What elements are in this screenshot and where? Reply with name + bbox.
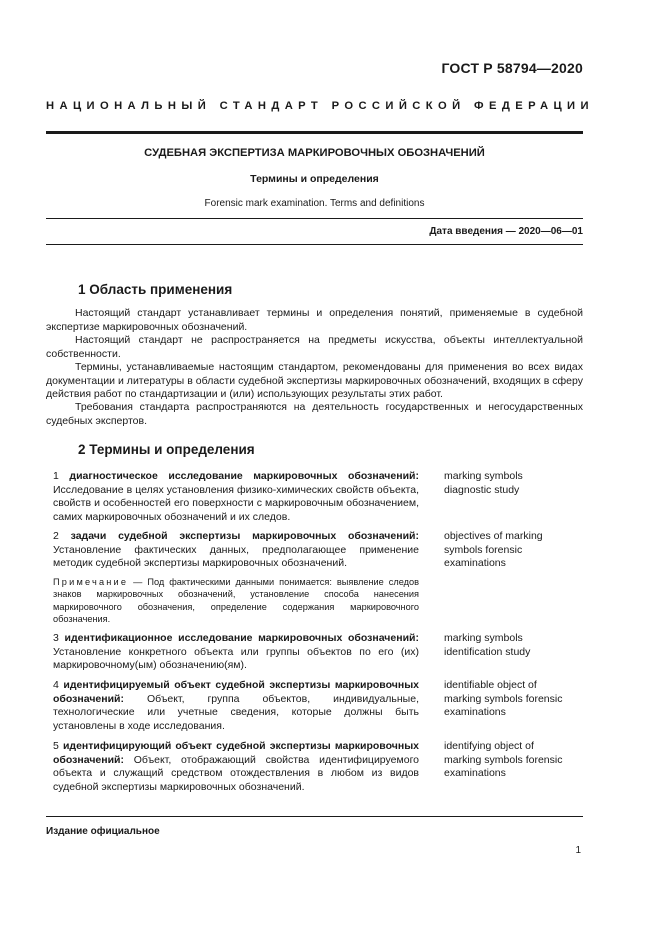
title-rule: [46, 218, 583, 219]
section-1-paragraph: Требования стандарта распространяются на деятельность государственных и негосударственных судебных экспертов.: [46, 401, 583, 427]
term-english-equivalent: identifying object of marking symbols forensic examinations: [444, 740, 563, 779]
term-number: 1: [53, 470, 59, 482]
term-definition: Объект, группа объектов, индивидуальные, технологические или учетные сведения, которые должны быть установлены в ходе исследования.: [53, 692, 419, 732]
term-entry: [53, 530, 419, 571]
standard-subtitle: Термины и определения: [250, 173, 379, 185]
term-name: диагностическое исследование маркировочных обозначений:: [69, 470, 419, 482]
term-number: 3: [53, 632, 59, 644]
term-number: 2: [53, 530, 59, 542]
term-definition: Объект, отображающий свойства идентифицируемого объекта и служащий средством отождествления в любом из видов судебной экспертизы маркировочных обозначений.: [53, 753, 420, 793]
term-english-equivalent: objectives of marking symbols forensic examinations: [444, 530, 543, 569]
term-name: задачи судебной экспертизы маркировочных обозначений:: [70, 530, 419, 542]
term-name: идентифицируемый объект судебной экспертизы маркировочных обозначений:: [53, 679, 419, 705]
term-note: [53, 576, 419, 625]
page-number: 1: [575, 845, 581, 856]
term-english-equivalent: identifiable object of marking symbols forensic examinations: [444, 679, 563, 718]
term-number: 4: [53, 679, 59, 691]
national-standard-heading: НАЦИОНАЛЬНЫЙ СТАНДАРТ РОССИЙСКОЙ ФЕДЕРАЦИИ: [46, 100, 594, 112]
term-definition: Установление фактических данных, предполагающее применение методик судебной экспертизы маркировочных обозначений.: [53, 543, 419, 569]
date-rule: [46, 244, 583, 245]
term-english-equivalent: marking symbols identification study: [444, 632, 531, 658]
term-entry: [53, 679, 419, 733]
section-1-heading: 1 Область применения: [78, 282, 233, 297]
section-2-heading: 2 Термины и определения: [78, 442, 255, 457]
section-1-paragraph: Настоящий стандарт устанавливает термины и определения понятий, применяемые в судебной экспертизе маркировочных обозначений.: [46, 307, 583, 333]
official-edition-label: Издание официальное: [46, 826, 160, 837]
term-name: идентифицирующий объект судебной экспертизы маркировочных обозначений:: [53, 740, 420, 766]
footer-rule: [46, 816, 583, 817]
section-1-paragraph: Термины, устанавливаемые настоящим стандартом, рекомендованы для применения во всех видах документации и литературы в области судебной экспертизы маркировочных обозначений, входящих в сферу действия работ по стандартизации и (или) использующих результаты этих работ.: [46, 361, 583, 400]
note-label: Примечание: [53, 577, 129, 587]
introduction-date: Дата введения — 2020—06—01: [429, 226, 583, 237]
document-number: ГОСТ Р 58794—2020: [441, 60, 583, 76]
note-text: — Под фактическими данными понимается: выявление следов знаков маркировочных обозначений, установление способа нанесения маркировочного обозначения, определение содержания маркировочного обозначения.: [53, 577, 419, 624]
english-title: Forensic mark examination. Terms and definitions: [204, 198, 425, 209]
term-name: идентификационное исследование маркировочных обозначений:: [64, 632, 419, 644]
term-entry: [53, 740, 419, 794]
term-definition: Установление конкретного объекта или группы объектов по его (их) маркировочному(ым) обозначению(ям).: [53, 645, 419, 671]
section-1-paragraph: Настоящий стандарт не распространяется на предметы искусства, объекты интеллектуальной собственности.: [46, 334, 583, 360]
standard-title: СУДЕБНАЯ ЭКСПЕРТИЗА МАРКИРОВОЧНЫХ ОБОЗНАЧЕНИЙ: [144, 147, 485, 159]
term-definition: Исследование в целях установления физико-химических свойств объекта, свойств и особенностей его поверхности с маркировочным обозначением, самих маркировочных обозначений и их следов.: [53, 483, 419, 523]
header-rule: [46, 131, 583, 134]
term-entry: [53, 632, 419, 673]
term-number: 5: [53, 740, 59, 752]
term-english-equivalent: marking symbols diagnostic study: [444, 470, 523, 496]
term-entry: [53, 470, 419, 524]
